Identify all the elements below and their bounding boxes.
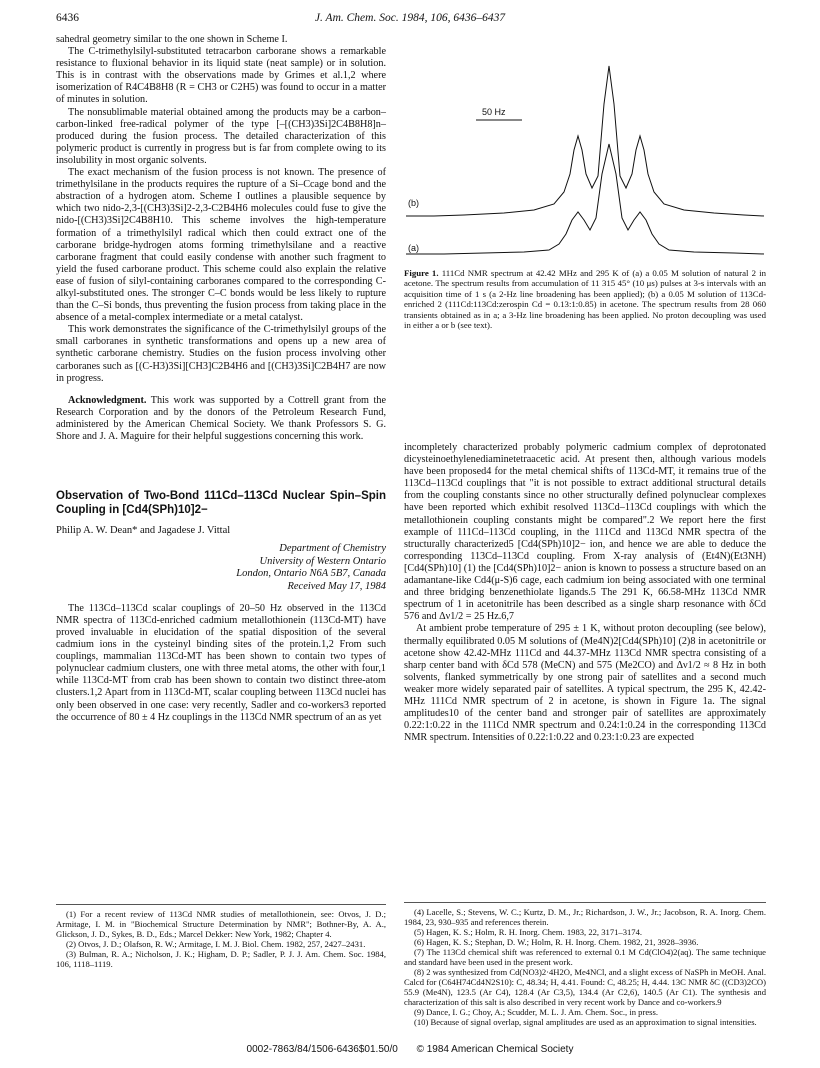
article-title: Observation of Two-Bond 111Cd–113Cd Nuclear Spin–Spin Coupling in [Cd4(SPh)10]2− (56, 490, 386, 517)
references-right (404, 902, 766, 1027)
figure-caption (404, 268, 766, 330)
affiliation (56, 543, 386, 581)
right-column (404, 442, 766, 744)
paragraph: incompletely characterized probably polymeric cadmium complex of deprotonated dicysteinoethylenediaminetetraacetic acid. At present then, although various models have been proposed4 for the metal chemical shifts of 113Cd-MT, it remains true of the 113Cd–113Cd couplings that "it is not possible to extract additional structural details from the coupling constants since no other structurally defined polynuclear complexes have been reported which exhibit resolved 113Cd–113Cd couplings with which the metallothionein coupling constants might be compared".2 We report here the first example of 111Cd–113Cd coupling, in the 111Cd and 113Cd NMR spectra of the structurally characterized5 [Cd4(SPh)10]2− ion, and hence we are able to deduce the corresponding 113Cd–113Cd coupling. From X-ray analysis of (Et4N)(Et3NH)[Cd4(SPh)10] (1) the [Cd4(SPh)10]2− anion is known to possess a structure based on an adamantane-like Cd4(μ-S)6 cage, each cadmium ion being associated with one terminal and three bridging benzenethiolate ligands.5 The 291 K, 66.58-MHz 113Cd NMR spectrum of 1 in acetonitrile has been described as a single sharp resonance with δCd 576 and Δν1/2 = 25 Hz.6,7 (404, 442, 766, 623)
figure-1 (404, 64, 766, 260)
spectrum-a-label: (a) (408, 243, 419, 253)
scale-label: 50 Hz (482, 107, 506, 117)
spectrum-b-trace (406, 66, 764, 216)
received-date: Received May 17, 1984 (287, 580, 386, 592)
caption-label: Figure 1. (404, 268, 439, 278)
article-authors: Philip A. W. Dean* and Jagadese J. Vittal (56, 525, 231, 537)
reference: (3) Bulman, R. A.; Nicholson, J. K.; Higham, D. P.; Sadler, P. J. J. Am. Chem. Soc. 1984, 106, 1118–1119. (56, 949, 386, 969)
acknowledgment-label: Acknowledgment. (68, 394, 147, 406)
reference: (8) 2 was synthesized from Cd(NO3)2·4H2O, Me4NCl, and a slight excess of NaSPh in MeOH. Anal. Calcd for (C64H74Cd4N2S10): C, 48.34; H, 4.41. Found: C, 48.25; H, 4.44. 13C NMR δC ((CD3)2CO) 55.9 (Me4N), 123.5 (Ar C4), 128.4 (Ar C3,5), 134.4 (Ar C2,6), 140.5 (Ar C1). The synthesis and characterization of this salt is also described in very recent work by Dance and co-workers.9 (404, 967, 766, 1007)
page-header (56, 12, 764, 28)
page-number: 6436 (56, 12, 79, 24)
spectrum-b-label: (b) (408, 198, 419, 208)
paragraph: The C-trimethylsilyl-substituted tetracarbon carborane shows a remarkable resistance to fluxional behavior in its liquid state (neat sample) or in solution. This is in contrast with the observations made by Grimes et al.1,2 where isomerization of R4C4B8H8 (R = CH3 or C2H5) was found to occur in a matter of minutes in solution. (56, 46, 386, 106)
copyright: © 1984 American Chemical Society (416, 1044, 574, 1055)
acknowledgment-text: This work was supported by a Cottrell grant from the Research Corporation and by the donors of the Petroleum Research Fund, administered by the American Chemical Society. We thank Professors S. G. Shore and J. A. Maguire for their helpful suggestions concerning this work. (56, 394, 386, 442)
nmr-spectra-plot (404, 64, 766, 260)
affiliation-department: Department of Chemistry (279, 543, 386, 555)
affiliation-address: London, Ontario N6A 5B7, Canada (236, 568, 386, 580)
reference: (7) The 113Cd chemical shift was referenced to external 0.1 M Cd(ClO4)2(aq). The same technique and standard have been used in the present work. (404, 947, 766, 967)
acknowledgment (56, 395, 386, 443)
affiliation-university: University of Western Ontario (259, 555, 386, 567)
journal-citation: J. Am. Chem. Soc. 1984, 106, 6436–6437 (314, 12, 506, 24)
paragraph: The nonsublimable material obtained among the products may be a carbon–carbon-linked free-radical polymer of the type [–[(CH3)3Si]2C4B8H8]n– produced during the fusion process. The detailed characterization of this polymeric product is currently in progress but is far from complete owing to its insolubility in most organic solvents. (56, 106, 386, 166)
paragraph: The 113Cd–113Cd scalar couplings of 20–50 Hz observed in the 113Cd NMR spectra of 113Cd-enriched cadmium metallothionein (113Cd-MT) have proved invaluable in elucidation of the spatial disposition of the several cadmium ions in the cysteinyl binding sites of the protein.1,2 From such couplings, mammalian 113Cd-MT has been shown to contain two types of polynuclear cadmium clusters, one with three metal atoms, the other with four,1 while 113Cd-MT from crab has been shown to contain two distinct three-atom clusters.1,2 Apart from in 113Cd-MT, scalar coupling between 113Cd nuclei has only been observed in one case: very recently, Sadler and co-workers3 reported the occurrence of 80 ± 4 Hz couplings in the 113Cd NMR spectrum of an as yet (56, 602, 386, 723)
paragraph: sahedral geometry similar to the one shown in Scheme I. (56, 34, 288, 45)
article-code: 0002-7863/84/1506-6436$01.50/0 (246, 1044, 398, 1055)
reference: (5) Hagen, K. S.; Holm, R. H. Inorg. Chem. 1983, 22, 3171–3174. (414, 927, 643, 937)
spectrum-a-trace (406, 144, 764, 254)
reference: (9) Dance, I. G.; Choy, A.; Scudder, M. L. J. Am. Chem. Soc., in press. (414, 1007, 658, 1017)
references-left (56, 904, 386, 969)
left-column (56, 34, 386, 724)
paragraph: At ambient probe temperature of 295 ± 1 K, without proton decoupling (see below), thermally equilibrated 0.05 M solutions of (Me4N)2[Cd4(SPh)10] (2)8 in acetonitrile or acetone show 42.42-MHz 111Cd and 44.37-MHz 113Cd NMR spectra consisting of a sharp center band with δCd 578 (MeCN) and 575 (Me2CO) and Δν1/2 ≈ 8 Hz in both solvents, flanked symmetrically by one strong pair of satellites and a second much weaker more widely separated pair of satellites. A typical spectrum, the 295 K, 42.42-MHz 111Cd NMR spectrum of 2 in acetone, is shown in Figure 1a. The signal amplitudes10 of the center band and stronger pair of satellites are approximately 0.22:1:0.22 in the 111Cd NMR spectrum and 0.24:1:0.24 in the corresponding 113Cd NMR spectrum. Intensities of 0.22:1:0.22 and 0.23:1:0.23 are expected (404, 623, 766, 744)
reference: (10) Because of signal overlap, signal amplitudes are used as an approximation to signal intensities. (414, 1017, 757, 1027)
reference: (1) For a recent review of 113Cd NMR studies of metallothionein, see: Otvos, J. D.; Armitage, I. M. in "Biochemical Structure Determination by NMR"; Bothner-By, A. A., Glickson, J. D., Sykes, B. D., Eds.; Marcel Dekker: New York, 1982; Chapter 4. (56, 909, 386, 939)
caption-text: 111Cd NMR spectrum at 42.42 MHz and 295 K of (a) a 0.05 M solution of natural 2 in acetone. The spectrum results from accumulation of 11 315 45° (10 μs) pulses at 3-s intervals with an acquisition time of 1 s (a 2-Hz line broadening has been applied); (b) a 0.05 M solution of 113Cd-enriched 2 (111Cd:113Cd:zerospin Cd = 0.13:1:0.85) in acetone. The spectrum results from 28 060 transients obtained as in a; a 3-Hz line broadening has been applied. No proton decoupling was used in either a or b (see text). (404, 268, 767, 331)
paragraph: This work demonstrates the significance of the C-trimethylsilyl groups of the small carboranes in synthetic transformations and opens up a new area of synthetic carborane chemistry. Studies on the fusion process involving other carboranes such as [(C-H3)3Si][CH3]C2B4H6 and [(CH3)3Si]C2B4H7 are now in progress. (56, 324, 386, 384)
reference: (2) Otvos, J. D.; Olafson, R. W.; Armitage, I. M. J. Biol. Chem. 1982, 257, 2427–2431. (66, 939, 366, 949)
paragraph: The exact mechanism of the fusion process is not known. The presence of trimethylsilane in the products requires the rupture of a Si–Ccage bond and the abstraction of a hydrogen atom. Scheme I outlines a plausible sequence by which two nido-2,3-[(CH3)3Si]2-2,3-C2B4H6 molecules could fuse to give the nido-[(CH3)3Si]2C4B8H10. This scheme involves the high-temperature formation of a trimethylsilyl radical which then could extract one of the carborane bridge-hydrogen atoms forming trimethylsilane and a reactive carborane fragment that could easily condense with another such fragment to yield the fused carborane product. This scheme could also explain the relative ease of fusion of silyl-containing carboranes compared to the corresponding C-alkyl-substituted ones. The stronger C–C bonds would be less likely to rupture than the C–Si bonds, thus preventing the fusion process from taking place in the absence of a metal-complex intermediate or a metal catalyst. (56, 167, 386, 324)
page-footer (0, 1044, 820, 1055)
reference: (6) Hagen, K. S.; Stephan, D. W.; Holm, R. H. Inorg. Chem. 1982, 21, 3928–3936. (414, 937, 699, 947)
reference: (4) Lacelle, S.; Stevens, W. C.; Kurtz, D. M., Jr.; Richardson, J. W., Jr.; Jacobson, R. A. Inorg. Chem. 1984, 23, 930–935 and references therein. (404, 907, 766, 927)
